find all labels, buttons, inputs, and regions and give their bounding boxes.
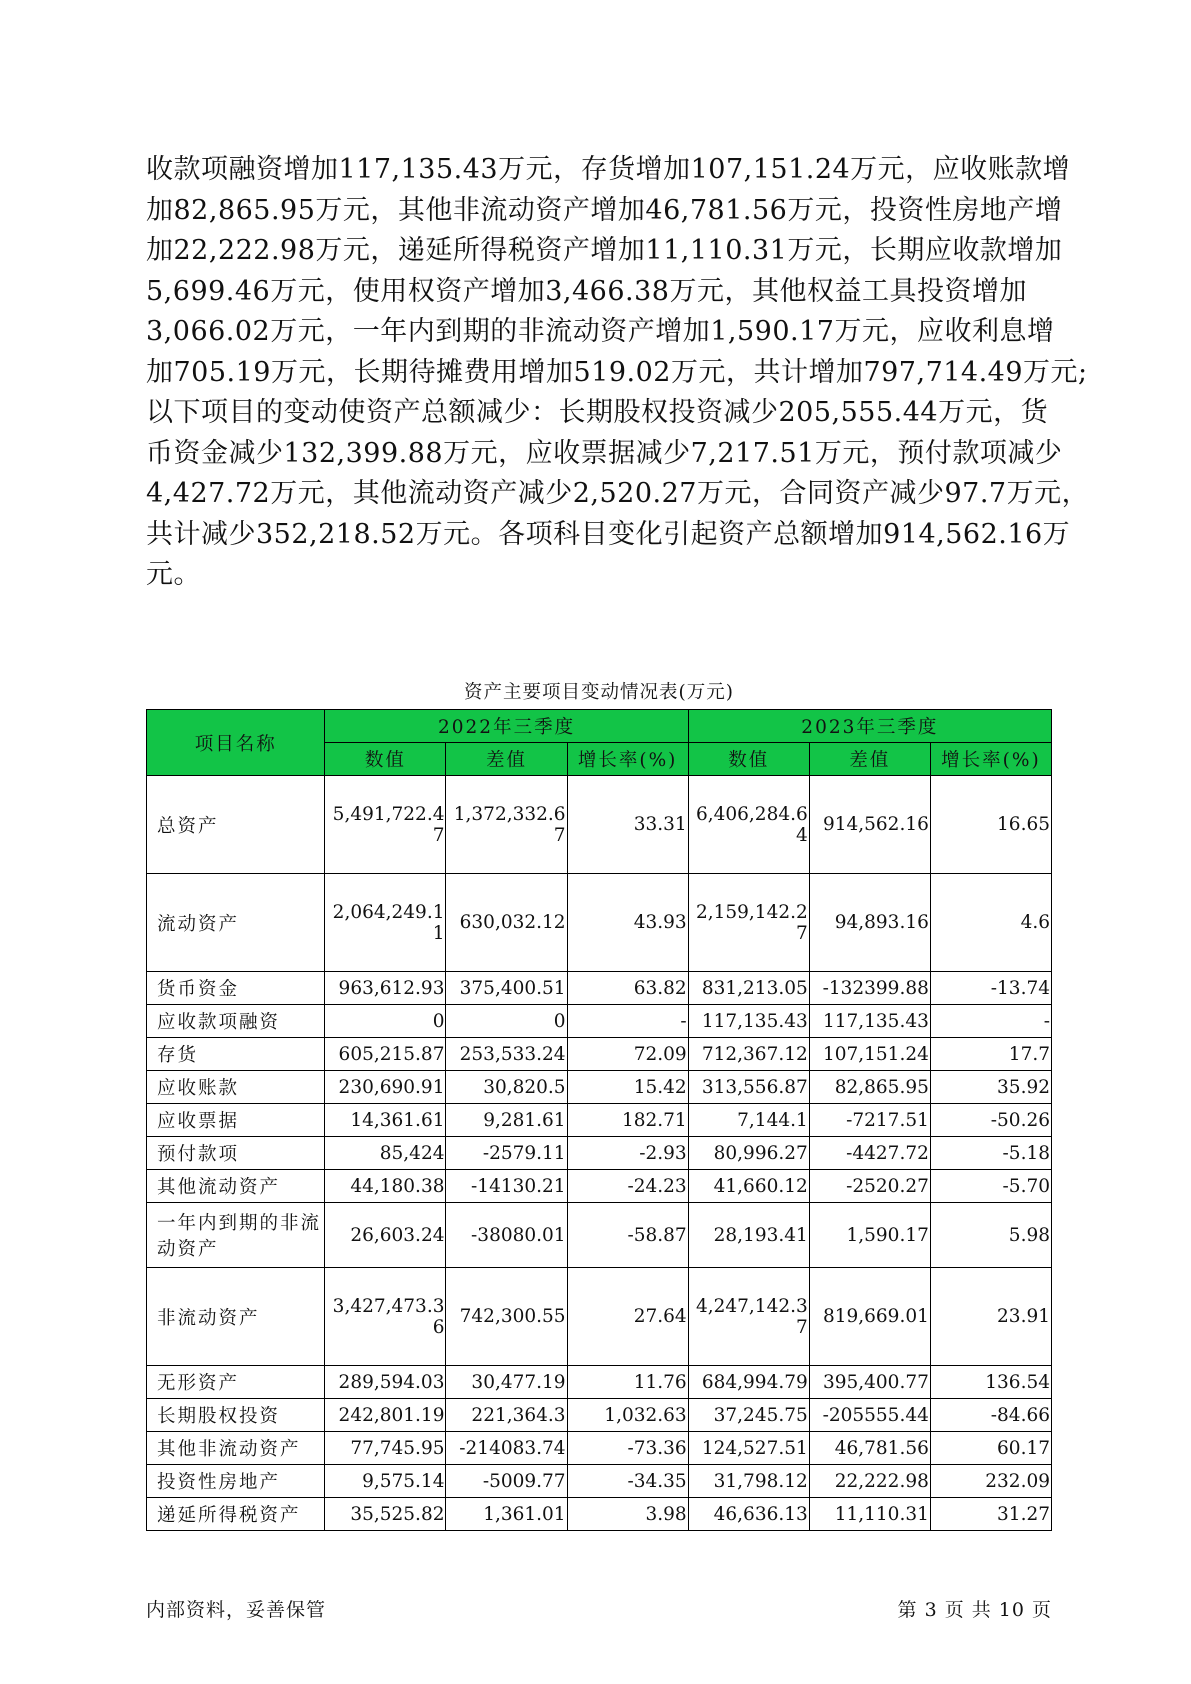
row-item-name: 总资产: [147, 776, 325, 874]
cell-value-2023: 117,135.43: [688, 1005, 809, 1038]
paragraph-line: 加22,222.98万元，递延所得税资产增加11,110.31万元，长期应收款增加: [146, 235, 1063, 266]
header-period-2022: 2022年三季度: [325, 710, 688, 743]
cell-growth-2023: 16.65: [930, 776, 1051, 874]
row-item-name: 应收款项融资: [147, 1005, 325, 1038]
cell-diff-2022: 1,372,332.67: [446, 776, 567, 874]
cell-diff-2023: -205555.44: [809, 1399, 930, 1432]
cell-growth-2022: -58.87: [567, 1203, 688, 1268]
cell-value-2022: 14,361.61: [325, 1104, 446, 1137]
cell-diff-2022: -214083.74: [446, 1432, 567, 1465]
cell-growth-2022: 11.76: [567, 1366, 688, 1399]
table-caption: 资产主要项目变动情况表(万元): [464, 682, 734, 703]
cell-diff-2023: -2520.27: [809, 1170, 930, 1203]
cell-value-2023: 712,367.12: [688, 1038, 809, 1071]
cell-diff-2023: 914,562.16: [809, 776, 930, 874]
cell-diff-2022: 375,400.51: [446, 972, 567, 1005]
cell-value-2023: 28,193.41: [688, 1203, 809, 1268]
paragraph-line: 币资金减少132,399.88万元，应收票据减少7,217.51万元，预付款项减少: [146, 437, 1063, 469]
cell-diff-2023: 819,669.01: [809, 1268, 930, 1366]
cell-value-2023: 46,636.13: [688, 1498, 809, 1531]
table-row: [147, 1137, 1052, 1170]
cell-diff-2022: 30,820.5: [446, 1071, 567, 1104]
header-period-2023: 2023年三季度: [688, 710, 1051, 743]
row-item-name: 流动资产: [147, 874, 325, 972]
cell-value-2023: 6,406,284.64: [688, 776, 809, 874]
cell-value-2022: 230,690.91: [325, 1071, 446, 1104]
cell-growth-2023: 60.17: [930, 1432, 1051, 1465]
cell-growth-2023: -50.26: [930, 1104, 1051, 1137]
table-row: [147, 1432, 1052, 1465]
table-row: [147, 1038, 1052, 1071]
header-growth-2022: 增长率(%): [567, 743, 688, 776]
table-row: [147, 1104, 1052, 1137]
cell-growth-2023: 35.92: [930, 1071, 1051, 1104]
paragraph-line: 元。: [146, 559, 201, 590]
cell-growth-2022: -73.36: [567, 1432, 688, 1465]
cell-growth-2023: -5.18: [930, 1137, 1051, 1170]
cell-growth-2022: 182.71: [567, 1104, 688, 1137]
cell-value-2022: 85,424: [325, 1137, 446, 1170]
cell-diff-2022: 221,364.3: [446, 1399, 567, 1432]
cell-diff-2022: 30,477.19: [446, 1366, 567, 1399]
cell-growth-2022: 15.42: [567, 1071, 688, 1104]
cell-value-2022: 35,525.82: [325, 1498, 446, 1531]
cell-diff-2023: -132399.88: [809, 972, 930, 1005]
table-row: [147, 1170, 1052, 1203]
cell-diff-2022: 742,300.55: [446, 1268, 567, 1366]
cell-growth-2023: 232.09: [930, 1465, 1051, 1498]
cell-diff-2023: 82,865.95: [809, 1071, 930, 1104]
cell-growth-2022: 3.98: [567, 1498, 688, 1531]
cell-growth-2023: 31.27: [930, 1498, 1051, 1531]
cell-growth-2023: 4.6: [930, 874, 1051, 972]
cell-diff-2023: -7217.51: [809, 1104, 930, 1137]
table-row: [147, 1071, 1052, 1104]
cell-diff-2023: 94,893.16: [809, 874, 930, 972]
cell-value-2022: 5,491,722.47: [325, 776, 446, 874]
cell-growth-2023: 5.98: [930, 1203, 1051, 1268]
cell-value-2022: 2,064,249.11: [325, 874, 446, 972]
cell-growth-2022: 43.93: [567, 874, 688, 972]
cell-growth-2022: 33.31: [567, 776, 688, 874]
cell-value-2023: 31,798.12: [688, 1465, 809, 1498]
cell-value-2023: 41,660.12: [688, 1170, 809, 1203]
cell-diff-2023: 22,222.98: [809, 1465, 930, 1498]
row-item-name: 一年内到期的非流动资产: [147, 1203, 325, 1268]
cell-growth-2023: 136.54: [930, 1366, 1051, 1399]
cell-diff-2022: 253,533.24: [446, 1038, 567, 1071]
header-diff-2023: 差值: [809, 743, 930, 776]
table-row: [147, 776, 1052, 874]
cell-growth-2023: 17.7: [930, 1038, 1051, 1071]
table-row: [147, 1005, 1052, 1038]
cell-diff-2023: 1,590.17: [809, 1203, 930, 1268]
cell-growth-2022: 63.82: [567, 972, 688, 1005]
paragraph-line: 加705.19万元，长期待摊费用增加519.02万元，共计增加797,714.49万元;: [146, 356, 1088, 388]
table-row: [147, 1268, 1052, 1366]
cell-diff-2023: 11,110.31: [809, 1498, 930, 1531]
cell-value-2023: 2,159,142.27: [688, 874, 809, 972]
row-item-name: 应收票据: [147, 1104, 325, 1137]
cell-diff-2022: 1,361.01: [446, 1498, 567, 1531]
row-item-name: 递延所得税资产: [147, 1498, 325, 1531]
paragraph-line: 以下项目的变动使资产总额减少：长期股权投资减少205,555.44万元，货: [146, 397, 1049, 428]
cell-diff-2022: -14130.21: [446, 1170, 567, 1203]
cell-value-2023: 7,144.1: [688, 1104, 809, 1137]
cell-diff-2022: 9,281.61: [446, 1104, 567, 1137]
table-row: [147, 1399, 1052, 1432]
row-item-name: 投资性房地产: [147, 1465, 325, 1498]
paragraph-line: 3,066.02万元，一年内到期的非流动资产增加1,590.17万元，应收利息增: [146, 316, 1055, 347]
cell-value-2023: 80,996.27: [688, 1137, 809, 1170]
cell-growth-2022: -2.93: [567, 1137, 688, 1170]
row-item-name: 其他流动资产: [147, 1170, 325, 1203]
cell-diff-2023: 395,400.77: [809, 1366, 930, 1399]
header-growth-2023: 增长率(%): [930, 743, 1051, 776]
cell-diff-2023: -4427.72: [809, 1137, 930, 1170]
header-value-2022: 数值: [325, 743, 446, 776]
footer-page-number: 第 3 页 共 10 页: [897, 1599, 1052, 1621]
cell-value-2022: 3,427,473.36: [325, 1268, 446, 1366]
cell-value-2022: 0: [325, 1005, 446, 1038]
header-diff-2022: 差值: [446, 743, 567, 776]
table-row: [147, 1465, 1052, 1498]
cell-value-2023: 831,213.05: [688, 972, 809, 1005]
row-item-name: 非流动资产: [147, 1268, 325, 1366]
cell-growth-2023: 23.91: [930, 1268, 1051, 1366]
table-row: [147, 1498, 1052, 1531]
table-row: [147, 1203, 1052, 1268]
cell-growth-2023: -13.74: [930, 972, 1051, 1005]
cell-diff-2022: 0: [446, 1005, 567, 1038]
header-value-2023: 数值: [688, 743, 809, 776]
paragraph-line: 收款项融资增加117,135.43万元，存货增加107,151.24万元，应收账款增: [146, 154, 1071, 185]
header-item-name: 项目名称: [147, 710, 325, 776]
cell-diff-2023: 46,781.56: [809, 1432, 930, 1465]
row-item-name: 货币资金: [147, 972, 325, 1005]
table-row: [147, 1366, 1052, 1399]
row-item-name: 应收账款: [147, 1071, 325, 1104]
row-item-name: 无形资产: [147, 1366, 325, 1399]
cell-value-2022: 77,745.95: [325, 1432, 446, 1465]
cell-value-2022: 605,215.87: [325, 1038, 446, 1071]
cell-value-2022: 289,594.03: [325, 1366, 446, 1399]
cell-value-2023: 684,994.79: [688, 1366, 809, 1399]
asset-change-table: [146, 709, 1052, 1531]
body-paragraph: [146, 150, 1090, 596]
cell-value-2023: 313,556.87: [688, 1071, 809, 1104]
cell-value-2023: 4,247,142.37: [688, 1268, 809, 1366]
cell-growth-2023: -84.66: [930, 1399, 1051, 1432]
cell-diff-2022: -5009.77: [446, 1465, 567, 1498]
cell-value-2022: 963,612.93: [325, 972, 446, 1005]
cell-value-2022: 44,180.38: [325, 1170, 446, 1203]
cell-growth-2022: 1,032.63: [567, 1399, 688, 1432]
cell-diff-2023: 117,135.43: [809, 1005, 930, 1038]
cell-value-2022: 26,603.24: [325, 1203, 446, 1268]
footer-confidential: 内部资料，妥善保管: [146, 1599, 327, 1621]
cell-diff-2022: 630,032.12: [446, 874, 567, 972]
cell-value-2023: 124,527.51: [688, 1432, 809, 1465]
row-item-name: 存货: [147, 1038, 325, 1071]
paragraph-line: 加82,865.95万元，其他非流动资产增加46,781.56万元，投资性房地产增: [146, 194, 1063, 226]
cell-growth-2022: -34.35: [567, 1465, 688, 1498]
cell-growth-2023: -5.70: [930, 1170, 1051, 1203]
cell-growth-2022: 72.09: [567, 1038, 688, 1071]
cell-diff-2023: 107,151.24: [809, 1038, 930, 1071]
cell-growth-2022: -24.23: [567, 1170, 688, 1203]
row-item-name: 预付款项: [147, 1137, 325, 1170]
paragraph-line: 共计减少352,218.52万元。各项科目变化引起资产总额增加914,562.16万: [146, 518, 1071, 550]
cell-growth-2022: -: [567, 1005, 688, 1038]
table-row: [147, 972, 1052, 1005]
cell-growth-2023: -: [930, 1005, 1051, 1038]
row-item-name: 长期股权投资: [147, 1399, 325, 1432]
paragraph-line: 4,427.72万元，其他流动资产减少2,520.27万元，合同资产减少97.7万元，: [146, 478, 1090, 509]
cell-diff-2022: -38080.01: [446, 1203, 567, 1268]
cell-value-2023: 37,245.75: [688, 1399, 809, 1432]
row-item-name: 其他非流动资产: [147, 1432, 325, 1465]
table-row: [147, 874, 1052, 972]
cell-growth-2022: 27.64: [567, 1268, 688, 1366]
paragraph-line: 5,699.46万元，使用权资产增加3,466.38万元，其他权益工具投资增加: [146, 275, 1027, 307]
cell-value-2022: 9,575.14: [325, 1465, 446, 1498]
cell-diff-2022: -2579.11: [446, 1137, 567, 1170]
cell-value-2022: 242,801.19: [325, 1399, 446, 1432]
